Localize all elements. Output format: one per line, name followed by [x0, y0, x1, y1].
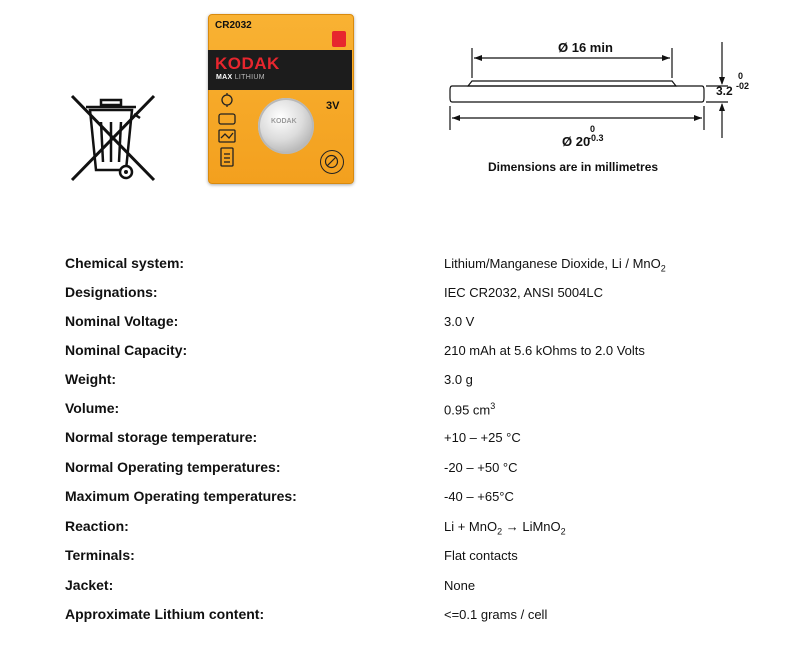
spec-label: Weight:	[65, 371, 117, 387]
spec-label: Jacket:	[65, 577, 114, 593]
height-tol-upper: 0	[738, 71, 744, 81]
spec-row-nominal-capacity	[0, 342, 800, 366]
outer-diameter-tol-upper: 0	[590, 124, 596, 134]
outer-diameter-label: Ø 20	[562, 134, 591, 149]
spec-row-nominal-voltage	[0, 313, 800, 337]
spec-row-lithium-content	[0, 606, 800, 630]
pack-model-label: CR2032	[215, 20, 252, 31]
spec-label: Maximum Operating temperatures:	[65, 488, 297, 504]
spec-label: Normal storage temperature:	[65, 429, 258, 445]
spec-value: 3.0 g	[444, 372, 473, 387]
pack-line-thin: LITHIUM	[234, 74, 265, 81]
dimensions-note: Dimensions are in millimetres	[488, 160, 659, 174]
pack-brand-name: KODAK	[215, 54, 280, 73]
spec-value: +10 – +25 °C	[444, 430, 521, 445]
height-tol-lower: -02	[736, 81, 750, 91]
spec-label: Nominal Capacity:	[65, 342, 188, 358]
spec-value: 210 mAh at 5.6 kOhms to 2.0 Volts	[444, 343, 645, 358]
spec-value: -40 – +65°C	[444, 489, 514, 504]
outer-diameter-tol-lower: -0.3	[588, 133, 604, 143]
spec-row-storage-temperature	[0, 429, 800, 453]
spec-value: 0.95 $cm^3$	[444, 401, 496, 418]
spec-row-terminals	[0, 547, 800, 571]
spec-row-operating-temperatures	[0, 459, 800, 483]
pack-voltage-badge: 3V	[326, 100, 340, 112]
spec-row-designations	[0, 284, 800, 308]
spec-row-weight	[0, 371, 800, 395]
spec-row-max-operating-temperatures	[0, 488, 800, 512]
spec-value: Flat contacts	[444, 548, 518, 563]
spec-value: None	[444, 578, 476, 593]
spec-label: Designations:	[65, 284, 158, 300]
spec-value: 3.0 V	[444, 314, 475, 329]
spec-label: Normal Operating temperatures:	[65, 459, 281, 475]
spec-value: -20 – +50 °C	[444, 460, 518, 475]
spec-row-chemical-system	[0, 255, 800, 279]
coin-cell-brand-text: KODAK	[271, 118, 297, 125]
spec-value: IEC CR2032, ANSI 5004LC	[444, 285, 603, 300]
pack-line-bold: MAX	[216, 74, 233, 81]
spec-row-volume	[0, 400, 800, 424]
inner-diameter-label: Ø 16 min	[558, 40, 613, 55]
spec-label: Approximate Lithium content:	[65, 606, 265, 622]
spec-label: Chemical system:	[65, 255, 185, 271]
spec-value: Lithium/Manganese Dioxide, Li / MnO$_2$	[444, 256, 666, 274]
spec-value: <=0.1 grams / cell	[444, 607, 548, 622]
spec-row-jacket	[0, 577, 800, 601]
spec-label: Reaction:	[65, 518, 129, 534]
spec-row-reaction	[0, 518, 800, 542]
height-label: 3.2	[716, 84, 733, 98]
spec-label: Nominal Voltage:	[65, 313, 179, 329]
spec-label: Volume:	[65, 400, 120, 416]
spec-label: Terminals:	[65, 547, 135, 563]
spec-value: Li + MnO$_2$ → LiMnO$_2$	[444, 519, 566, 537]
